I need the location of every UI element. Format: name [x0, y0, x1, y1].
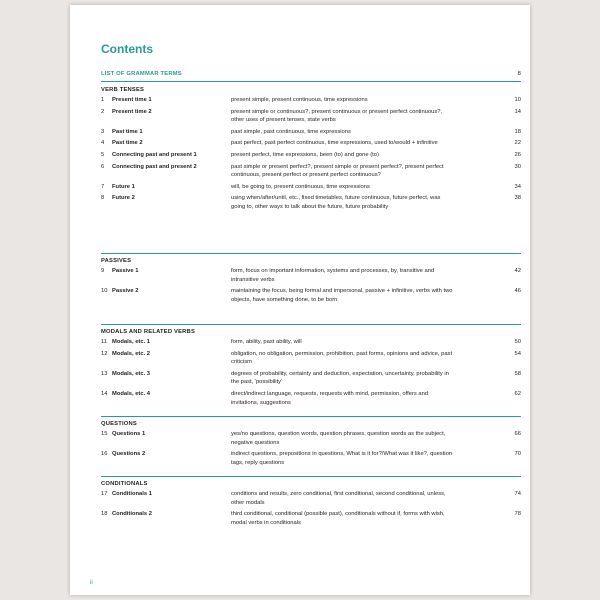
unit-description: present perfect, time expressions, been (to) and gone (to) [231, 151, 379, 158]
unit-description: form, ability, past ability, will [231, 339, 302, 345]
unit-page-number: 46 [514, 288, 521, 295]
unit-number: 17 [101, 491, 108, 497]
unit-description: obligation, no obligation, permission, prohibition, past forms, opinions and advice, past criticism [231, 350, 453, 366]
unit-description: using when/after/until, etc., fixed timetables, future continuous, future perfect, was going to, other ways to talk about the future, future probability [231, 195, 441, 210]
section-title: MODALS AND RELATED VERBS [101, 329, 196, 335]
section-divider [101, 253, 521, 254]
unit-number: 2 [101, 108, 105, 115]
unit-name: Past time 2 [112, 140, 143, 147]
list-of-grammar-terms [101, 71, 521, 77]
contents-row [101, 151, 521, 160]
unit-number: 15 [101, 431, 108, 437]
unit-name: Future 1 [112, 183, 135, 190]
page-folio: ii [90, 580, 93, 586]
unit-number: 6 [101, 163, 105, 170]
contents-row [101, 390, 521, 407]
contents-row [101, 430, 521, 447]
section-verb-tenses [101, 87, 521, 215]
unit-page-number: 58 [514, 370, 521, 377]
contents-row [101, 287, 521, 304]
unit-description: present simple, present continuous, time expressions [231, 97, 368, 103]
section-questions [101, 421, 521, 470]
section-divider [101, 324, 521, 325]
unit-number: 16 [101, 451, 108, 458]
unit-description: form, focus on important information, systems and processes, by, transitive and intransitive verbs [231, 268, 435, 283]
section-divider [101, 416, 521, 417]
unit-page-number: 78 [514, 511, 521, 518]
unit-number: 7 [101, 183, 105, 190]
contents-row [101, 450, 521, 467]
unit-page-number: 50 [514, 339, 521, 345]
unit-page-number: 70 [514, 451, 521, 458]
section-title: CONDITIONALS [101, 481, 148, 487]
unit-name: Passive 1 [112, 268, 139, 274]
unit-name: Modals, etc. 3 [112, 370, 151, 377]
unit-name: Past time 1 [112, 128, 143, 135]
unit-name: Questions 1 [112, 431, 146, 437]
unit-description: past perfect, past perfect continuous, time expressions, used to/would + infinitive [231, 140, 438, 147]
section-divider [101, 476, 521, 477]
unit-number: 10 [101, 288, 108, 295]
list-label: LIST OF GRAMMAR TERMS [101, 71, 182, 77]
unit-page-number: 30 [514, 163, 521, 170]
unit-number: 3 [101, 128, 105, 135]
contents-row [101, 108, 521, 125]
contents-page [70, 5, 530, 595]
unit-page-number: 74 [514, 491, 521, 497]
section-title: PASSIVES [101, 258, 132, 264]
contents-row [101, 370, 521, 387]
unit-name: Future 2 [112, 195, 135, 202]
contents-row [101, 183, 521, 192]
section-modals-and-related-verbs [101, 329, 521, 410]
unit-page-number: 42 [514, 268, 521, 274]
unit-page-number: 26 [514, 151, 521, 158]
unit-page-number: 34 [514, 183, 521, 190]
unit-number: 12 [101, 350, 108, 357]
section-title: QUESTIONS [101, 421, 137, 427]
unit-number: 8 [101, 195, 105, 202]
unit-number: 9 [101, 268, 105, 274]
unit-page-number: 22 [514, 140, 521, 147]
unit-name: Modals, etc. 2 [112, 350, 151, 357]
unit-name: Passive 2 [112, 288, 139, 295]
unit-description: present simple or continuous?, present continuous or present perfect continuous?, other uses of present tenses, state verbs [231, 108, 443, 124]
unit-name: Modals, etc. 4 [112, 390, 151, 397]
section-title: VERB TENSES [101, 87, 145, 93]
contents-row [101, 350, 521, 367]
unit-description: third conditional, conditional (possible past), conditionals without if, forms with wish, modal verbs in conditionals [231, 511, 445, 526]
unit-description: conditions and results, zero conditional, first conditional, second conditional, unless, other modals [231, 491, 446, 506]
contents-row [101, 510, 521, 527]
unit-name: Present time 1 [112, 97, 152, 103]
contents-row [101, 96, 521, 105]
unit-name: Conditionals 1 [112, 491, 152, 497]
unit-page-number: 38 [514, 195, 521, 202]
unit-name: Present time 2 [112, 108, 152, 115]
unit-description: will, be going to, present continuous, time expressions [231, 183, 370, 190]
unit-page-number: 54 [514, 350, 521, 357]
section-passives [101, 258, 521, 307]
unit-name: Modals, etc. 1 [112, 339, 151, 345]
section-conditionals [101, 481, 521, 530]
divider-top [101, 81, 521, 82]
contents-row [101, 194, 521, 211]
unit-number: 5 [101, 151, 105, 158]
contents-row [101, 267, 521, 284]
contents-row [101, 128, 521, 137]
page-title: Contents [101, 42, 153, 56]
unit-page-number: 66 [514, 431, 521, 437]
unit-page-number: 10 [514, 97, 521, 103]
unit-number: 4 [101, 140, 105, 147]
unit-number: 1 [101, 97, 105, 103]
unit-description: maintaining the focus, being formal and impersonal, passive + infinitive, verbs with two objects, have something done, to be born [231, 288, 453, 303]
unit-number: 18 [101, 511, 108, 518]
unit-description: direct/indirect language, requests, requests with mind, permission, offers and invitations, suggestions [231, 390, 429, 406]
unit-description: degrees of probability, certainty and deduction, expectation, uncertainty, probability in the past, 'possibility' [231, 370, 449, 386]
unit-page-number: 14 [514, 108, 521, 115]
unit-description: indirect questions, prepositions in questions, What is it for?/What was it like?, question tags, reply questions [231, 451, 453, 466]
list-page-number: 8 [517, 71, 521, 77]
unit-description: past simple or present perfect?, present simple or present perfect?, present perfect continuous, present perfect or present perfect continuous? [231, 163, 444, 179]
unit-number: 13 [101, 370, 108, 377]
contents-row [101, 338, 521, 347]
unit-name: Questions 2 [112, 451, 146, 458]
unit-description: yes/no questions, question words, question phrases, question words as the subject, negative questions [231, 431, 446, 446]
contents-row [101, 139, 521, 148]
unit-description: past simple, past continuous, time expressions [231, 128, 351, 135]
contents-row [101, 490, 521, 507]
unit-page-number: 62 [514, 390, 521, 397]
unit-page-number: 18 [514, 128, 521, 135]
unit-name: Connecting past and present 2 [112, 163, 197, 170]
unit-number: 14 [101, 390, 108, 397]
unit-name: Conditionals 2 [112, 511, 152, 518]
unit-number: 11 [101, 339, 108, 345]
contents-row [101, 163, 521, 180]
unit-name: Connecting past and present 1 [112, 151, 197, 158]
